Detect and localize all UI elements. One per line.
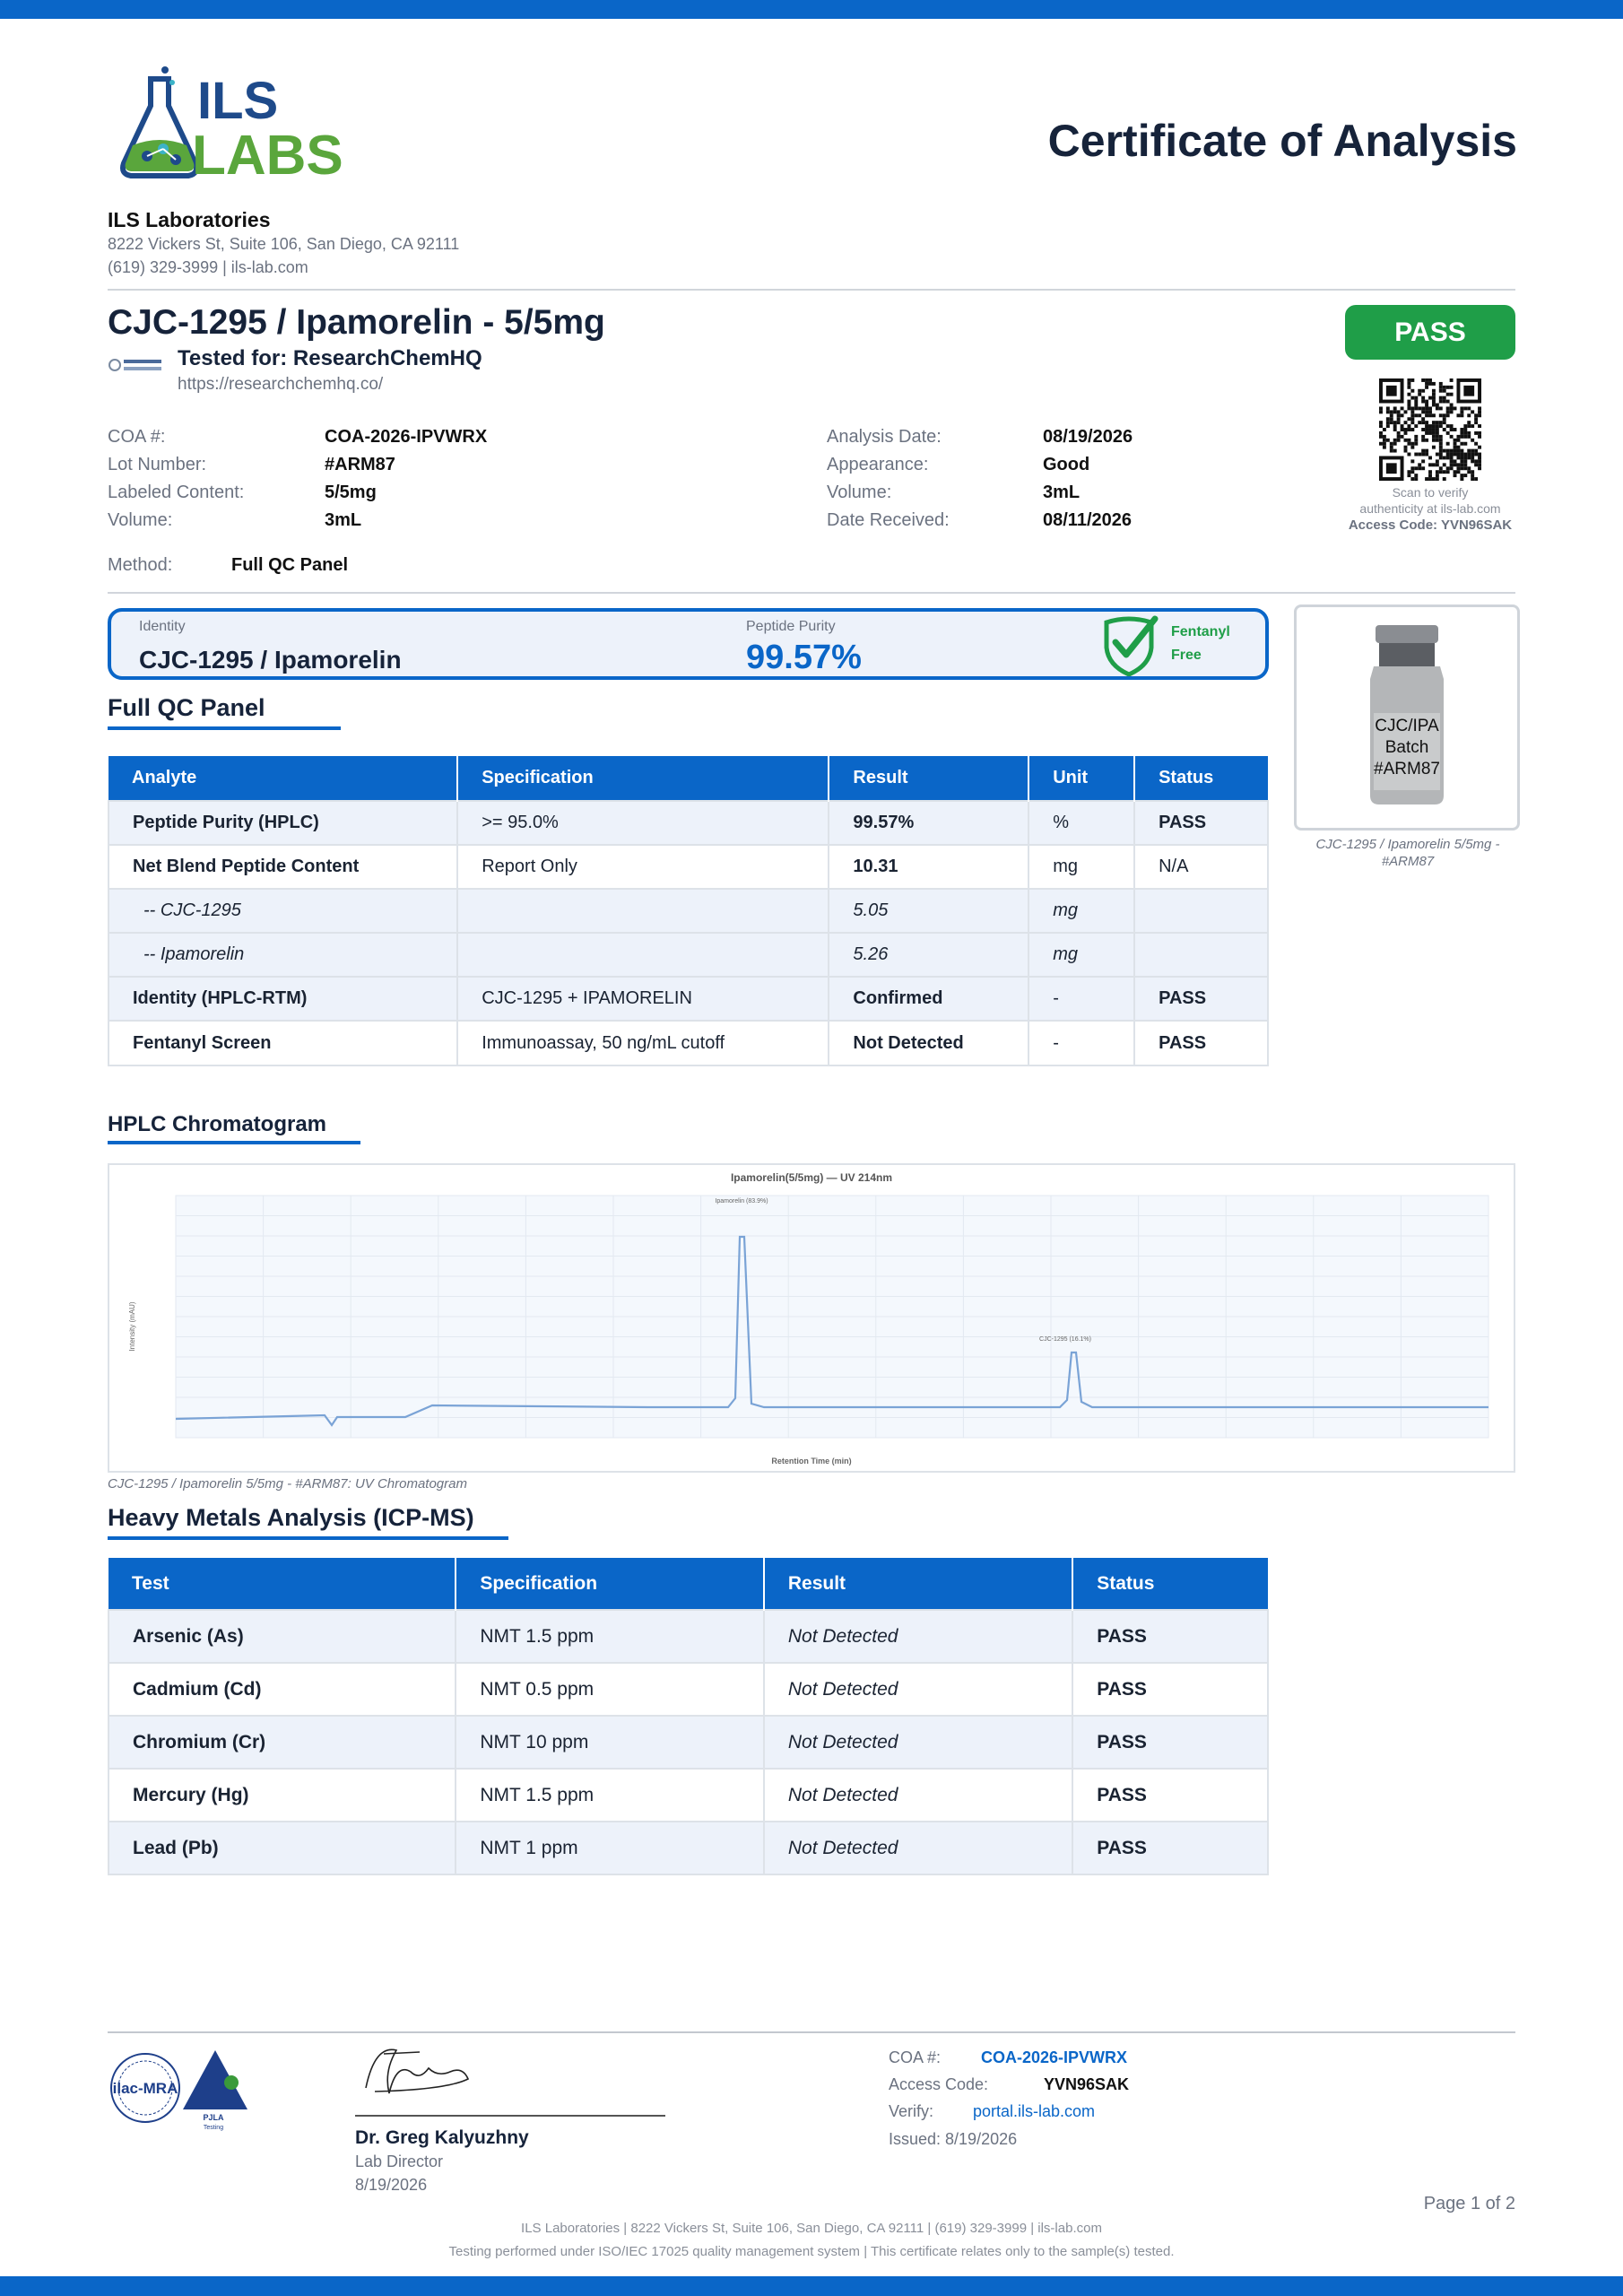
status-cell: PASS — [1072, 1822, 1268, 1874]
vial-caption-line-1: CJC-1295 / Ipamorelin 5/5mg - — [1315, 837, 1500, 852]
meta-value: 08/19/2026 — [1043, 427, 1133, 447]
spec-cell: CJC-1295 + IPAMORELIN — [457, 977, 829, 1021]
table-row — [108, 889, 1268, 933]
fentanyl-free-line-2: Free — [1171, 648, 1202, 663]
qc-panel-title: Full QC Panel — [108, 694, 265, 721]
spec-cell: NMT 0.5 ppm — [456, 1663, 764, 1716]
spec-cell: NMT 10 ppm — [456, 1716, 764, 1769]
qr-note-line-2: authenticity at ils-lab.com — [1359, 501, 1501, 516]
unit-cell: % — [1028, 801, 1134, 845]
meta-value: 5/5mg — [325, 483, 377, 502]
document-title: Certificate of Analysis — [1047, 116, 1517, 166]
column-header: Specification — [457, 756, 829, 801]
signature-line — [355, 2115, 665, 2117]
heavy-metals-underline — [108, 1536, 508, 1540]
meta-label: COA #: — [108, 427, 166, 447]
vial-photo — [1294, 604, 1520, 831]
spec-cell — [457, 889, 829, 933]
table-row — [108, 1021, 1268, 1065]
table-row — [108, 845, 1268, 889]
chromatogram-caption: CJC-1295 / Ipamorelin 5/5mg - #ARM87: UV Chromatogram — [108, 1476, 467, 1492]
unit-cell: - — [1028, 1021, 1134, 1065]
footer-verify-label: Verify: — [889, 2102, 934, 2120]
identity-label: Identity — [139, 619, 186, 634]
footer-coa-label: COA #: — [889, 2048, 942, 2066]
spec-cell: Immunoassay, 50 ng/mL cutoff — [457, 1021, 829, 1065]
heavy-metals-title: Heavy Metals Analysis (ICP-MS) — [108, 1504, 474, 1531]
result-cell: Not Detected — [764, 1716, 1072, 1769]
result-cell: 5.05 — [829, 889, 1028, 933]
method-value: Full QC Panel — [231, 555, 349, 575]
table-row — [108, 1663, 1268, 1716]
column-header: Result — [829, 756, 1028, 801]
lab-address: 8222 Vickers St, Suite 106, San Diego, CA 92111 — [108, 235, 460, 253]
accreditation-logos — [108, 2045, 251, 2131]
meta-value: 3mL — [325, 510, 362, 530]
footer-iso-line: Testing performed under ISO/IEC 17025 quality management system | This certificate relates only to the sample(s) tested. — [448, 2244, 1175, 2259]
unit-cell: mg — [1028, 845, 1134, 889]
footer-access-value: YVN96SAK — [1044, 2075, 1130, 2093]
signer-name: Dr. Greg Kalyuzhny — [355, 2127, 529, 2148]
svg-text:#ARM87: #ARM87 — [1374, 760, 1440, 778]
top-accent-bar — [0, 0, 1623, 19]
signature — [357, 2036, 491, 2108]
plot-title: Ipamorelin(5/5mg) — UV 214nm — [730, 1171, 893, 1184]
bottom-accent-bar — [0, 2276, 1623, 2296]
table-header-row — [108, 756, 1268, 801]
meta-divider — [108, 592, 1515, 594]
y-axis-label: Intensity (mAU) — [128, 1301, 136, 1352]
product-title: CJC-1295 / Ipamorelin - 5/5mg — [108, 303, 605, 342]
purity-label: Peptide Purity — [746, 619, 836, 634]
qc-panel-underline — [108, 726, 341, 730]
identity-value: CJC-1295 / Ipamorelin — [139, 646, 402, 674]
svg-text:CJC/IPA: CJC/IPA — [1375, 717, 1439, 735]
result-cell: Not Detected — [829, 1021, 1028, 1065]
x-axis-label: Retention Time (min) — [771, 1457, 852, 1465]
header-divider — [108, 289, 1515, 291]
result-cell: Not Detected — [764, 1822, 1072, 1874]
footer-access-label: Access Code: — [889, 2075, 989, 2093]
qr-note — [1327, 484, 1533, 517]
spec-cell: NMT 1 ppm — [456, 1822, 764, 1874]
analyte-cell: Fentanyl Screen — [108, 1021, 457, 1065]
result-cell: 99.57% — [829, 801, 1028, 845]
column-header: Status — [1134, 756, 1268, 801]
method-label: Method: — [108, 555, 173, 575]
vial-caption — [1305, 836, 1511, 870]
status-cell: PASS — [1134, 977, 1268, 1021]
status-cell: PASS — [1072, 1769, 1268, 1822]
qc-panel-table — [108, 756, 1269, 1066]
svg-text:PJLA: PJLA — [203, 2113, 224, 2122]
chromatogram-plot — [109, 1165, 1514, 1471]
footer-coa-value: COA-2026-IPVWRX — [981, 2048, 1128, 2066]
purity-value: 99.57% — [746, 639, 862, 676]
meta-label: Appearance: — [827, 455, 929, 474]
signer-title: Lab Director — [355, 2152, 444, 2170]
column-header: Unit — [1028, 756, 1134, 801]
spec-cell: NMT 1.5 ppm — [456, 1610, 764, 1663]
meta-label: Lot Number: — [108, 455, 207, 474]
spec-cell — [457, 933, 829, 977]
table-row — [108, 1822, 1268, 1874]
result-cell: 10.31 — [829, 845, 1028, 889]
meta-value: Good — [1043, 455, 1090, 474]
spec-cell: Report Only — [457, 845, 829, 889]
result-cell: Not Detected — [764, 1769, 1072, 1822]
result-cell: Not Detected — [764, 1610, 1072, 1663]
analyte-cell: -- CJC-1295 — [108, 889, 457, 933]
footer-issued: Issued: 8/19/2026 — [889, 2130, 1018, 2148]
status-cell: PASS — [1134, 801, 1268, 845]
column-header: Test — [108, 1558, 456, 1610]
table-row — [108, 1716, 1268, 1769]
column-header: Status — [1072, 1558, 1268, 1610]
status-cell — [1134, 933, 1268, 977]
result-cell: 5.26 — [829, 933, 1028, 977]
table-header-row — [108, 1558, 1268, 1610]
spec-cell: NMT 1.5 ppm — [456, 1769, 764, 1822]
column-header: Specification — [456, 1558, 764, 1610]
chromatogram-image — [108, 1163, 1515, 1473]
result-cell: Confirmed — [829, 977, 1028, 1021]
analyte-cell: Identity (HPLC-RTM) — [108, 977, 457, 1021]
test-cell: Chromium (Cr) — [108, 1716, 456, 1769]
meta-label: Analysis Date: — [827, 427, 942, 447]
page-number: Page 1 of 2 — [1423, 2194, 1515, 2213]
status-cell: PASS — [1072, 1663, 1268, 1716]
chromatogram-underline — [108, 1141, 360, 1144]
test-cell: Arsenic (As) — [108, 1610, 456, 1663]
meta-label: Volume: — [827, 483, 892, 502]
table-row — [108, 977, 1268, 1021]
pass-badge: PASS — [1345, 305, 1515, 360]
tested-for: Tested for: ResearchChemHQ — [178, 346, 482, 370]
meta-label: Date Received: — [827, 510, 950, 530]
footer-divider — [108, 2031, 1515, 2033]
unit-cell: mg — [1028, 889, 1134, 933]
unit-cell: mg — [1028, 933, 1134, 977]
unit-cell: - — [1028, 977, 1134, 1021]
status-cell: PASS — [1134, 1021, 1268, 1065]
result-cell: Not Detected — [764, 1663, 1072, 1716]
svg-text:ILS: ILS — [197, 72, 279, 130]
table-row — [108, 933, 1268, 977]
meta-label: Labeled Content: — [108, 483, 245, 502]
peak-label: Ipamorelin (83.9%) — [715, 1198, 768, 1205]
table-row — [108, 1610, 1268, 1663]
test-cell: Mercury (Hg) — [108, 1769, 456, 1822]
analyte-cell: Net Blend Peptide Content — [108, 845, 457, 889]
meta-value: #ARM87 — [325, 455, 395, 474]
heavy-metals-table — [108, 1558, 1269, 1875]
status-cell — [1134, 889, 1268, 933]
client-logo-icon — [108, 353, 163, 377]
shield-check-icon — [1099, 613, 1159, 676]
svg-text:Testing: Testing — [203, 2125, 224, 2131]
column-header: Result — [764, 1558, 1072, 1610]
spec-cell: >= 95.0% — [457, 801, 829, 845]
fentanyl-free-line-1: Fentanyl — [1171, 624, 1230, 639]
qr-note-line-1: Scan to verify — [1392, 485, 1469, 500]
table-row — [108, 1769, 1268, 1822]
client-url[interactable]: https://researchchemhq.co/ — [178, 375, 384, 394]
analyte-cell: -- Ipamorelin — [108, 933, 457, 977]
lab-contact: (619) 329-3999 | ils-lab.com — [108, 258, 308, 276]
qr-code-icon[interactable] — [1379, 378, 1481, 481]
vial-caption-line-2: #ARM87 — [1381, 854, 1435, 869]
lab-name: ILS Laboratories — [108, 208, 271, 231]
svg-text:ilac-MRA: ilac-MRA — [112, 2080, 178, 2097]
meta-value: COA-2026-IPVWRX — [325, 427, 488, 447]
meta-value: 3mL — [1043, 483, 1081, 502]
vial-icon — [1297, 607, 1517, 828]
meta-value: 08/11/2026 — [1043, 510, 1132, 530]
footer-address-line: ILS Laboratories | 8222 Vickers St, Suite 106, San Diego, CA 92111 | (619) 329-3999 | ils-lab.com — [521, 2221, 1102, 2236]
table-row — [108, 801, 1268, 845]
peak-label: CJC-1295 (16.1%) — [1039, 1336, 1091, 1343]
meta-label: Volume: — [108, 510, 173, 530]
analyte-cell: Peptide Purity (HPLC) — [108, 801, 457, 845]
status-cell: N/A — [1134, 845, 1268, 889]
column-header: Analyte — [108, 756, 457, 801]
status-cell: PASS — [1072, 1610, 1268, 1663]
ils-labs-logo — [106, 63, 359, 179]
chromatogram-title: HPLC Chromatogram — [108, 1112, 327, 1136]
test-cell: Lead (Pb) — [108, 1822, 456, 1874]
svg-text:LABS: LABS — [192, 125, 343, 179]
svg-text:Batch: Batch — [1384, 738, 1429, 757]
access-code: Access Code: YVN96SAK — [1348, 517, 1513, 533]
signer-date: 8/19/2026 — [355, 2176, 428, 2194]
test-cell: Cadmium (Cd) — [108, 1663, 456, 1716]
status-cell: PASS — [1072, 1716, 1268, 1769]
fentanyl-free-badge — [1171, 621, 1230, 667]
footer-verify-link[interactable]: portal.ils-lab.com — [973, 2102, 1096, 2120]
